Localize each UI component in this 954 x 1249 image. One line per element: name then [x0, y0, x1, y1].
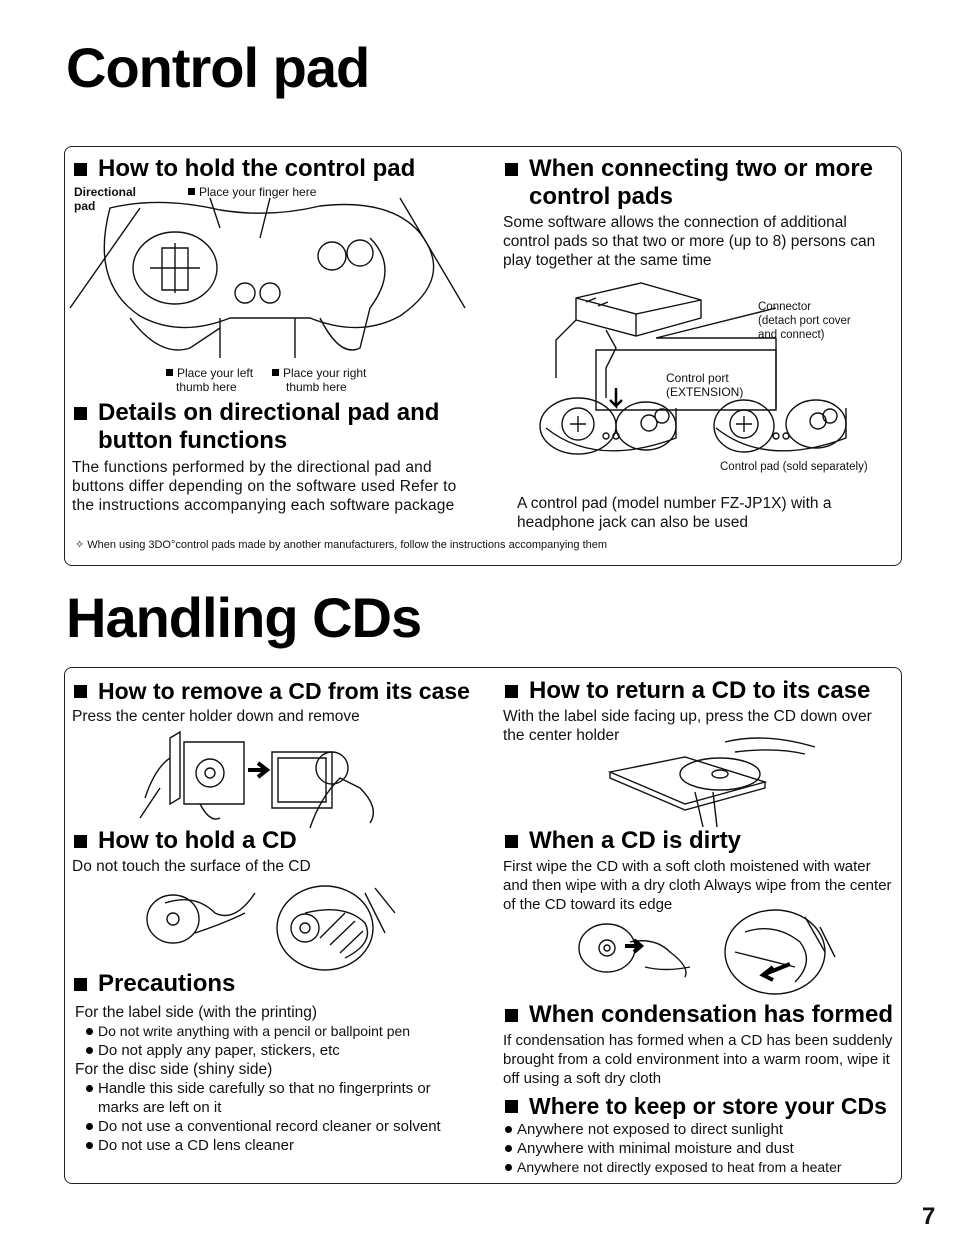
- label-connector: Connector (detach port cover and connect): [758, 301, 851, 341]
- label-finger: Place your finger here: [188, 185, 316, 199]
- list-item: Anywhere not exposed to direct sunlight: [505, 1120, 898, 1139]
- precautions-label-side: For the label side (with the printing): [75, 1004, 318, 1021]
- hold-cd-illustration: [145, 883, 405, 973]
- page-title-control-pad: Control pad: [66, 36, 370, 99]
- list-item: Do not use a conventional record cleaner or solvent: [86, 1117, 471, 1136]
- remove-cd-heading: How to remove a CD from its case: [72, 677, 492, 705]
- details-heading: Details on directional pad and button functions: [72, 399, 492, 455]
- section-condensation: [503, 1001, 898, 1088]
- page-number: 7: [922, 1203, 936, 1230]
- section-details: [72, 399, 492, 515]
- controller-hands-illustration: [70, 198, 470, 368]
- section-connecting: [503, 155, 898, 270]
- list-item: Anywhere not directly exposed to heat from a heater: [505, 1158, 898, 1177]
- section-precautions: [72, 970, 492, 1155]
- return-cd-illustration: [605, 732, 825, 827]
- return-cd-heading: How to return a CD to its case: [503, 677, 898, 705]
- remove-cd-body: Press the center holder down and remove: [72, 708, 360, 725]
- dirty-cd-heading: When a CD is dirty: [503, 827, 898, 855]
- connecting-body: Some software allows the connection of additional control pads so that two or more (up to 8) persons can play together at the same time: [503, 214, 876, 269]
- section-dirty-cd: [503, 827, 898, 914]
- section-hold-pad: [72, 155, 492, 183]
- section-store: [503, 1092, 898, 1177]
- label-control-port: Control port (EXTENSION): [666, 371, 744, 399]
- label-directional-pad: Directional pad: [74, 185, 137, 213]
- return-cd-body: With the label side facing up, press the CD down over the center holder: [503, 708, 872, 744]
- section-hold-cd: [72, 827, 492, 876]
- connecting-heading: When connecting two or more control pads: [503, 155, 898, 211]
- store-list: [503, 1120, 898, 1177]
- condensation-body: If condensation has formed when a CD has been suddenly brought from a cold environment into a warm room, wipe it off using a soft dry cloth: [503, 1032, 893, 1087]
- list-item: Do not write anything with a pencil or ballpoint pen: [86, 1022, 492, 1041]
- dirty-cd-body: First wipe the CD with a soft cloth moistened with water and then wipe with a dry cloth Always wipe from the center of the CD toward its edge: [503, 858, 892, 913]
- dirty-cd-illustration: [575, 912, 845, 1002]
- precautions-heading: Precautions: [72, 970, 492, 998]
- condensation-heading: When condensation has formed: [503, 1001, 898, 1029]
- hold-pad-heading: How to hold the control pad: [72, 155, 492, 183]
- connecting-note: A control pad (model number FZ-JP1X) with a headphone jack can also be used: [517, 495, 832, 531]
- list-item: Anywhere with minimal moisture and dust: [505, 1139, 898, 1158]
- label-left-thumb: Place your left thumb here: [166, 366, 253, 394]
- list-item: Handle this side carefully so that no fingerprints or marks are left on it: [86, 1079, 471, 1117]
- control-pad-footnote: ✧ When using 3DO°control pads made by another manufacturers, follow the instructions accompanying them: [75, 539, 608, 551]
- page-title-handling-cds: Handling CDs: [66, 586, 422, 649]
- section-remove-cd: [72, 677, 492, 726]
- hold-cd-body: Do not touch the surface of the CD: [72, 858, 311, 875]
- precautions-disc-list: [72, 1079, 471, 1155]
- details-body: The functions performed by the directional pad and buttons differ depending on the software used Refer to the instructions accompanying each software package: [72, 459, 457, 514]
- precautions-label-list: [72, 1022, 492, 1060]
- store-heading: Where to keep or store your CDs: [503, 1092, 898, 1120]
- list-item: Do not use a CD lens cleaner: [86, 1136, 471, 1155]
- remove-cd-illustration: [140, 728, 380, 828]
- list-item: Do not apply any paper, stickers, etc: [86, 1041, 492, 1060]
- label-right-thumb: Place your right thumb here: [272, 366, 366, 394]
- precautions-disc-side: For the disc side (shiny side): [75, 1061, 273, 1078]
- label-sold-separately: Control pad (sold separately): [720, 461, 868, 473]
- hold-cd-heading: How to hold a CD: [72, 827, 492, 855]
